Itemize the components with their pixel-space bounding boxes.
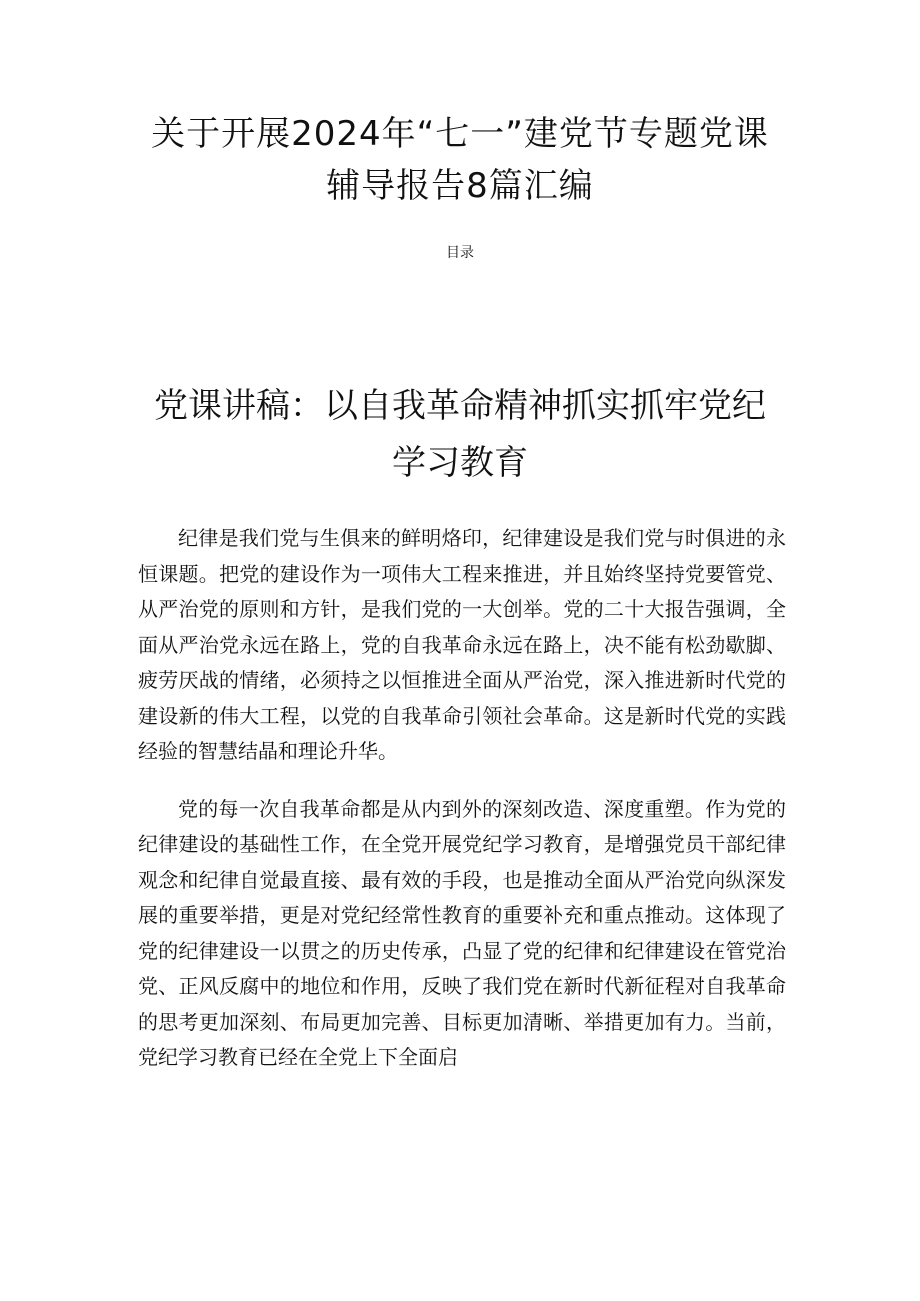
document-title-line-1: 关于开展2024年“七一”建党节专题党课 [151,114,769,154]
section-title-line-2: 学习教育 [392,443,528,483]
paragraph: 纪律是我们党与生俱来的鲜明烙印，纪律建设是我们党与时俱进的永恒课题。把党的建设作为一项伟大工程来推进，并且始终坚持党要管党、从严治党的原则和方针，是我们党的一大创举。党的二十大报告强调，全面从严治党永远在路上，党的自我革命永远在路上，决不能有松劲歇脚、疲劳厌战的情绪，必须持之以恒推进全面从严治党，深入推进新时代党的建设新的伟大工程，以党的自我革命引领社会革命。这是新时代党的实践经验的智慧结晶和理论升华。 [138,526,786,763]
section-title [110,378,810,492]
paragraph: 党的每一次自我革命都是从内到外的深刻改造、深度重塑。作为党的纪律建设的基础性工作，在全党开展党纪学习教育，是增强党员干部纪律观念和纪律自觉最直接、最有效的手段，也是推动全面从严治党向纵深发展的重要举措，更是对党纪经常性教育的重要补充和重点推动。这体现了党的纪律建设一以贯之的历史传承，凸显了党的纪律和纪律建设在管党治党、正风反腐中的地位和作用，反映了我们党在新时代新征程对自我革命的思考更加深刻、布局更加完善、目标更加清晰、举措更加有力。当前，党纪学习教育已经在全党上下全面启 [138,796,786,1069]
document-title [100,108,820,212]
body-text [138,521,786,1098]
table-of-contents-label: 目录 [446,245,474,261]
document-title-line-2: 辅导报告8篇汇编 [326,166,594,206]
section-title-line-1: 党课讲稿：以自我革命精神抓实抓牢党纪 [154,386,766,426]
